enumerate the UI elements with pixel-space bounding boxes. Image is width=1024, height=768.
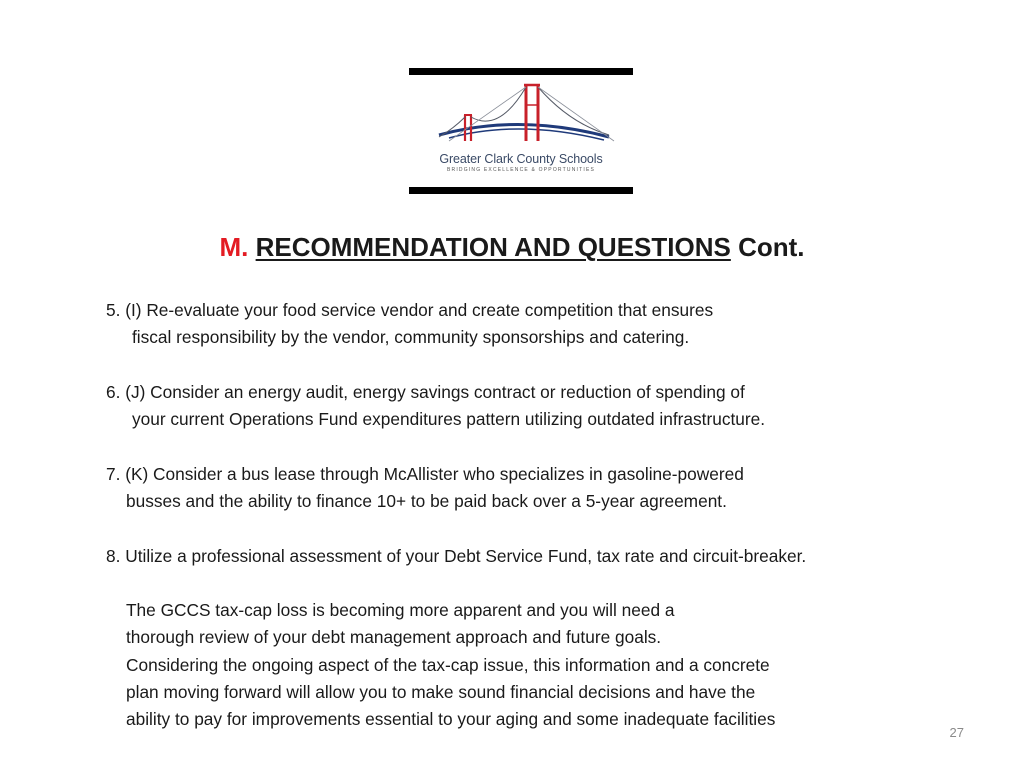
item-7-line-1: 7. (K) Consider a bus lease through McAllister who specializes in gasoline-powered [106,464,744,484]
item-5-line-2: fiscal responsibility by the vendor, community sponsorships and catering. [132,327,690,347]
note-line-3: Considering the ongoing aspect of the tax-cap issue, this information and a concrete [126,655,770,675]
item-6-line-1: 6. (J) Consider an energy audit, energy savings contract or reduction of spending of [106,382,745,402]
note-line-1: The GCCS tax-cap loss is becoming more apparent and you will need a [126,600,675,620]
logo-top-bar [409,68,633,75]
item-6-line-2: your current Operations Fund expenditures pattern utilizing outdated infrastructure. [132,409,766,429]
page-number: 27 [949,725,964,740]
item-7-line-2: busses and the ability to finance 10+ to be paid back over a 5-year agreement. [126,491,727,511]
note-line-4: plan moving forward will allow you to make sound financial decisions and have the [126,682,756,702]
bridge-icon [409,75,633,155]
item-5-line-1: 5. (I) Re-evaluate your food service vendor and create competition that ensures [106,300,714,320]
item-8-line-1: 8. Utilize a professional assessment of your Debt Service Fund, tax rate and circuit-breaker. [106,546,807,566]
note-line-2: thorough review of your debt management approach and future goals. [126,627,662,647]
logo [409,68,633,194]
section-letter: M. [219,232,249,262]
title-main: RECOMMENDATION AND QUESTIONS [255,232,731,262]
logo-bottom-bar [409,187,633,194]
note-line-5: ability to pay for improvements essential to your aging and some inadequate facilities [126,709,776,729]
slide-title [0,229,1024,265]
logo-name: Greater Clark County Schools [439,152,603,166]
title-suffix: Cont. [738,232,805,262]
logo-tagline: BRIDGING EXCELLENCE & OPPORTUNITIES [446,167,596,173]
